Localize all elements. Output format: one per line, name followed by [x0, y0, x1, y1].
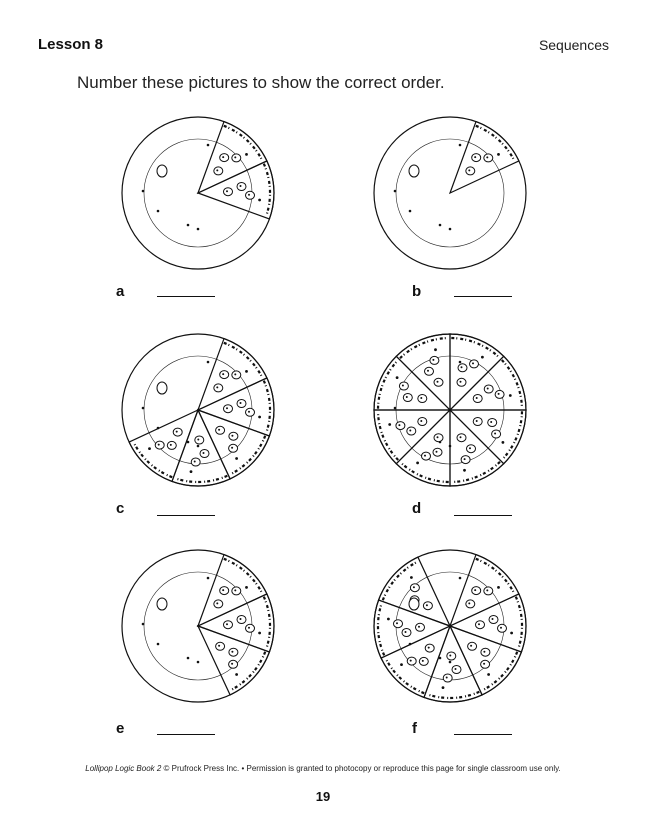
pepperoni: [399, 382, 408, 390]
pepperoni: [481, 648, 490, 656]
pizza-slice: [450, 626, 521, 695]
crumb: [142, 623, 145, 626]
crumb: [142, 407, 145, 410]
pepperoni: [214, 384, 223, 392]
lesson-title: Lesson 8: [38, 36, 104, 53]
picture-letter-a: a: [116, 283, 125, 300]
pepperoni: [457, 434, 466, 442]
pizza-slice: [198, 555, 267, 626]
pizza-slice: [450, 122, 519, 193]
sauce-blob: [157, 598, 167, 610]
pepperoni: [461, 456, 470, 464]
pepperoni: [495, 390, 504, 398]
pepperoni: [155, 441, 164, 449]
pepperoni: [214, 600, 223, 608]
pizza-slice: [424, 626, 482, 702]
pepperoni: [484, 587, 493, 595]
crumb: [187, 657, 190, 660]
pepperoni: [220, 154, 229, 162]
copyright-text: © Prufrock Press Inc. • Permission is granted to photocopy or reproduce this page for single classroom use only.: [161, 764, 561, 773]
pepperoni: [220, 587, 229, 595]
pepperoni: [195, 436, 204, 444]
pepperoni: [394, 620, 403, 628]
pepperoni: [492, 430, 501, 438]
pepperoni: [472, 587, 481, 595]
pepperoni: [434, 378, 443, 386]
pizza-slice: [450, 555, 519, 626]
pepperoni: [246, 408, 255, 416]
pizza-picture-d: [370, 332, 550, 492]
pepperoni: [237, 616, 246, 624]
pepperoni: [214, 167, 223, 175]
pepperoni: [200, 450, 209, 458]
pepperoni: [466, 600, 475, 608]
crumb: [197, 661, 200, 664]
sauce-blob: [157, 165, 167, 177]
pepperoni: [443, 674, 452, 682]
pepperoni: [246, 191, 255, 199]
picture-panel-f: [366, 543, 646, 758]
pepperoni: [466, 167, 475, 175]
pepperoni: [232, 371, 241, 379]
pepperoni: [167, 441, 176, 449]
pepperoni: [473, 418, 482, 426]
pizza-slice: [381, 626, 450, 697]
crumb: [459, 577, 462, 580]
pepperoni: [489, 616, 498, 624]
pepperoni: [476, 621, 485, 629]
pepperoni: [473, 395, 482, 403]
crumb: [157, 210, 160, 213]
picture-panel-a: [110, 110, 410, 325]
pepperoni: [422, 452, 431, 460]
pepperoni: [229, 444, 238, 452]
pepperoni: [498, 624, 507, 632]
page-number: 19: [315, 789, 331, 804]
copyright-footer: [0, 764, 646, 773]
pepperoni: [457, 378, 466, 386]
pepperoni: [229, 660, 238, 668]
pepperoni: [467, 445, 476, 453]
pepperoni: [220, 371, 229, 379]
pepperoni: [224, 621, 233, 629]
picture-letter-e: e: [116, 720, 125, 737]
pepperoni: [410, 584, 419, 592]
pizza-picture-e: [118, 548, 298, 708]
pepperoni: [224, 405, 233, 413]
pepperoni: [216, 426, 225, 434]
answer-blank-d[interactable]: [454, 515, 512, 516]
crumb: [142, 190, 145, 193]
pepperoni: [423, 602, 432, 610]
pepperoni: [407, 657, 416, 665]
pepperoni: [434, 434, 443, 442]
answer-blank-c[interactable]: [157, 515, 215, 516]
crumb: [394, 407, 397, 410]
topic-label: Sequences: [538, 37, 609, 53]
pepperoni: [229, 648, 238, 656]
pepperoni: [447, 652, 456, 660]
pizza-picture-a: [118, 115, 298, 275]
pepperoni: [458, 364, 467, 372]
pepperoni: [224, 188, 233, 196]
pepperoni: [402, 629, 411, 637]
sauce-blob: [157, 382, 167, 394]
book-title: Lollipop Logic Book 2: [85, 764, 162, 773]
picture-letter-c: c: [116, 500, 125, 517]
crumb: [207, 361, 210, 364]
pepperoni: [419, 657, 428, 665]
pepperoni: [216, 642, 225, 650]
crumb: [187, 224, 190, 227]
pizza-picture-f: [370, 548, 550, 708]
picture-panel-c: [110, 327, 410, 542]
pepperoni: [425, 644, 434, 652]
pizza-slice: [198, 594, 274, 652]
pizza-slice: [198, 410, 269, 479]
picture-letter-f: f: [412, 720, 417, 737]
pizza-slice: [198, 626, 269, 695]
pizza-slice: [379, 557, 450, 626]
pepperoni: [418, 418, 427, 426]
crumb: [459, 144, 462, 147]
answer-blank-f[interactable]: [454, 734, 512, 735]
pepperoni: [403, 394, 412, 402]
pepperoni: [472, 154, 481, 162]
pepperoni: [191, 458, 200, 466]
pizza-slice: [450, 594, 526, 652]
pepperoni: [481, 660, 490, 668]
crumb: [394, 190, 397, 193]
pepperoni: [237, 400, 246, 408]
crumb: [197, 228, 200, 231]
pepperoni: [396, 422, 405, 430]
crumb: [459, 361, 462, 364]
instruction-text: Number these pictures to show the correct order.: [77, 73, 445, 92]
pepperoni: [418, 395, 427, 403]
crumb: [157, 643, 160, 646]
pizza-slice: [129, 410, 198, 481]
pepperoni: [470, 360, 479, 368]
picture-letter-b: b: [412, 283, 422, 300]
pepperoni: [232, 587, 241, 595]
pepperoni: [484, 385, 493, 393]
pepperoni: [173, 428, 182, 436]
picture-letter-d: d: [412, 500, 422, 517]
picture-panel-d: [366, 327, 646, 542]
pizza-slice: [198, 161, 274, 219]
pizza-slice: [198, 339, 267, 410]
crumb: [449, 228, 452, 231]
pizza-picture-c: [118, 332, 298, 492]
crumb: [197, 445, 200, 448]
pepperoni: [246, 624, 255, 632]
answer-blank-a[interactable]: [157, 296, 215, 297]
picture-panel-e: [110, 543, 410, 758]
pepperoni: [430, 356, 439, 364]
pizza-slice: [198, 122, 267, 193]
answer-blank-b[interactable]: [454, 296, 512, 297]
pizza-picture-b: [370, 115, 550, 275]
crumb: [439, 224, 442, 227]
sauce-blob: [409, 598, 419, 610]
answer-blank-e[interactable]: [157, 734, 215, 735]
pepperoni: [407, 427, 416, 435]
pepperoni: [237, 183, 246, 191]
crumb: [449, 661, 452, 664]
pepperoni: [484, 154, 493, 162]
picture-panel-b: [366, 110, 646, 325]
pizza-slice: [198, 378, 274, 436]
pepperoni: [232, 154, 241, 162]
pepperoni: [433, 448, 442, 456]
pepperoni: [229, 432, 238, 440]
pepperoni: [416, 623, 425, 631]
pepperoni: [488, 419, 497, 427]
sauce-blob: [409, 165, 419, 177]
pepperoni: [468, 642, 477, 650]
crumb: [207, 577, 210, 580]
crumb: [207, 144, 210, 147]
pepperoni: [425, 367, 434, 375]
crumb: [409, 210, 412, 213]
pepperoni: [452, 666, 461, 674]
pizza-slice: [172, 410, 230, 486]
